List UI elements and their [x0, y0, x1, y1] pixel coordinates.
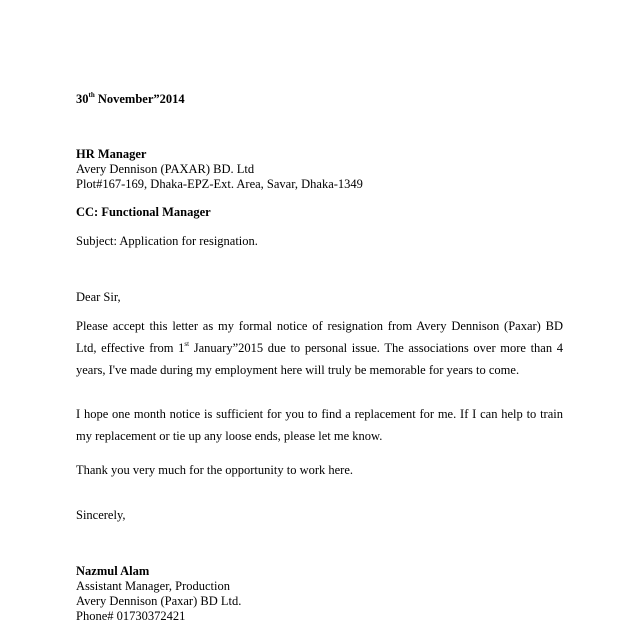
date-rest: November”2014 — [94, 92, 185, 106]
date-day: 30 — [76, 92, 89, 106]
paragraph-3: Thank you very much for the opportunity to work here. — [76, 463, 354, 477]
salutation: Dear Sir, — [76, 290, 121, 304]
paragraph-1-line-3: years, I've made during my employment here will truly be memorable for years to come. — [76, 363, 520, 377]
paragraph-1-line-1: Please accept this letter as my formal notice of resignation from Avery Dennison (Paxar) BD — [76, 319, 563, 333]
subject-line: Subject: Application for resignation. — [76, 234, 258, 248]
cc-line: CC: Functional Manager — [76, 205, 211, 219]
closing: Sincerely, — [76, 508, 126, 522]
recipient-company: Avery Dennison (PAXAR) BD. Ltd — [76, 162, 255, 176]
paragraph-2-line-1: I hope one month notice is sufficient for you to find a replacement for me. If I can help to train — [76, 407, 563, 421]
paragraph-1-line-2-end: January”2015 due to personal issue. The associations over more than 4 — [189, 341, 563, 355]
signature-name: Nazmul Alam — [76, 564, 150, 578]
letter-date — [76, 92, 185, 107]
paragraph-1-line-2-start: Ltd, effective from 1 — [76, 341, 185, 355]
ordinal-suffix: st — [184, 339, 190, 348]
signature-position: Assistant Manager, Production — [76, 579, 230, 593]
recipient-address: Plot#167-169, Dhaka-EPZ-Ext. Area, Savar, Dhaka-1349 — [76, 177, 363, 191]
recipient-title: HR Manager — [76, 147, 147, 161]
date-day-suffix: th — [88, 90, 95, 99]
paragraph-2-line-2: my replacement or tie up any loose ends, please let me know. — [76, 429, 383, 443]
signature-company: Avery Dennison (Paxar) BD Ltd. — [76, 594, 242, 608]
signature-phone: Phone# 01730372421 — [76, 609, 186, 623]
paragraph-1-line-2 — [76, 341, 563, 356]
